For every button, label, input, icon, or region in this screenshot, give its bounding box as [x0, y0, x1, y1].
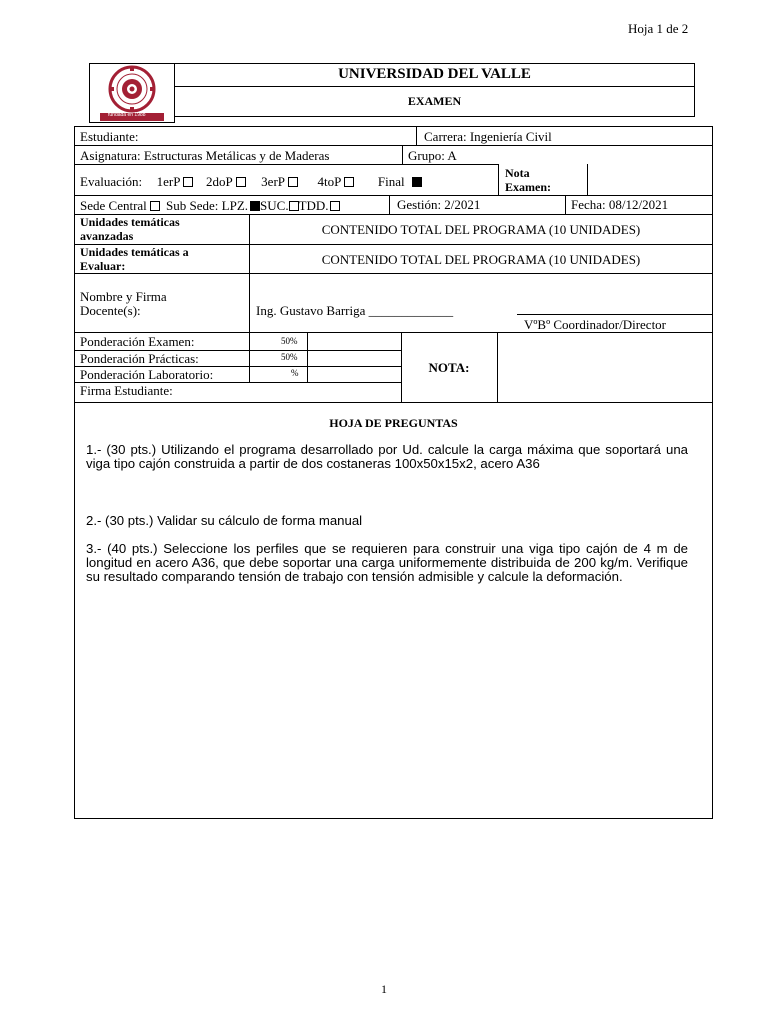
eval-2dop-checkbox[interactable]	[236, 177, 246, 187]
eval-option-3erp: 3erP	[261, 174, 286, 189]
unidades-evaluar-value: CONTENIDO TOTAL DEL PROGRAMA (10 UNIDADES)	[321, 252, 641, 267]
tdd-label: TDD.	[298, 198, 329, 213]
eval-option-2dop: 2doP	[205, 174, 233, 189]
ponderacion-practicas-value: 50%	[281, 352, 298, 362]
ponderacion-examen-value: 50%	[281, 336, 298, 346]
evaluacion-label: Evaluación:	[80, 174, 143, 189]
ponderacion-examen-label: Ponderación Examen:	[80, 334, 195, 349]
sede-central-label: Sede Central	[80, 198, 147, 213]
unidades-avanzadas-label-1: Unidades temáticas	[80, 215, 180, 229]
unidades-evaluar-label-1: Unidades temáticas a	[80, 245, 189, 259]
unidades-avanzadas-label-2: avanzadas	[80, 229, 134, 243]
ponderacion-practicas-label: Ponderación Prácticas:	[80, 351, 199, 366]
fecha-field: Fecha: 08/12/2021	[571, 197, 669, 212]
eval-option-final: Final	[377, 174, 405, 189]
ponderacion-laboratorio-value: %	[291, 368, 299, 378]
docente-label-1: Nombre y Firma	[80, 289, 167, 304]
eval-1erp-checkbox[interactable]	[183, 177, 193, 187]
preguntas-title: HOJA DE PREGUNTAS	[329, 416, 458, 430]
coordinador-label: VºBº Coordinador/Director	[524, 317, 667, 332]
grupo-field: Grupo: A	[408, 148, 457, 163]
ponderacion-laboratorio-label: Ponderación Laboratorio:	[80, 367, 214, 382]
suc-label: SUC.	[260, 198, 289, 213]
docente-value: Ing. Gustavo Barriga _____________	[256, 303, 454, 318]
eval-option-1erp: 1erP	[156, 174, 181, 189]
nota-examen-label-1: Nota	[505, 166, 530, 180]
sede-central-checkbox[interactable]	[150, 201, 160, 211]
eval-3erp-checkbox[interactable]	[288, 177, 298, 187]
logo-founded-text: fundada en 1988	[108, 112, 146, 118]
asignatura-field: Asignatura: Estructuras Metálicas y de Maderas	[80, 148, 330, 163]
unidades-avanzadas-value: CONTENIDO TOTAL DEL PROGRAMA (10 UNIDADES)	[321, 222, 641, 237]
exam-label: EXAMEN	[407, 94, 462, 108]
gestion-field: Gestión: 2/2021	[397, 197, 481, 212]
evaluacion-row	[80, 175, 425, 188]
unidades-evaluar-label-2: Evaluar:	[80, 259, 126, 273]
estudiante-label: Estudiante:	[80, 129, 139, 144]
eval-4top-checkbox[interactable]	[344, 177, 354, 187]
university-title: UNIVERSIDAD DEL VALLE	[338, 66, 531, 82]
eval-option-4top: 4toP	[317, 174, 342, 189]
lpz-checkbox[interactable]	[250, 201, 260, 211]
nota-label: NOTA:	[428, 360, 470, 375]
nota-examen-label-2: Examen:	[505, 180, 551, 194]
eval-final-checkbox[interactable]	[412, 177, 422, 187]
suc-checkbox[interactable]	[289, 201, 299, 211]
sub-sede-label: Sub Sede: LPZ.	[166, 198, 249, 213]
question-2: 2.- (30 pts.) Validar su cálculo de forma manual	[86, 513, 363, 528]
tdd-checkbox[interactable]	[330, 201, 340, 211]
page-number: 1	[381, 982, 387, 996]
page-header: Hoja 1 de 2	[628, 21, 689, 36]
question-1: 1.- (30 pts.) Utilizando el programa desarrollado por Ud. calcule la carga máxima que soportará una viga tipo cajón construida a partir de dos costaneras 100x50x15x2, acero A36	[86, 442, 688, 471]
sede-row	[80, 199, 340, 212]
docente-label-2: Docente(s):	[80, 303, 141, 318]
coordinador-signature-line	[517, 314, 712, 315]
firma-estudiante-label: Firma Estudiante:	[80, 383, 173, 398]
question-3: 3.- (40 pts.) Seleccione los perfiles que se requieren para construir una viga tipo cajón de 4 m de longitud en acero A36, que debe soportar una carga uniformemente distribuida de 200 kg/m. Verifique su resultado comparando tensión de trabajo con tensión admisible y calcule la deformación.	[86, 541, 688, 584]
carrera-field: Carrera: Ingeniería Civil	[424, 129, 552, 144]
